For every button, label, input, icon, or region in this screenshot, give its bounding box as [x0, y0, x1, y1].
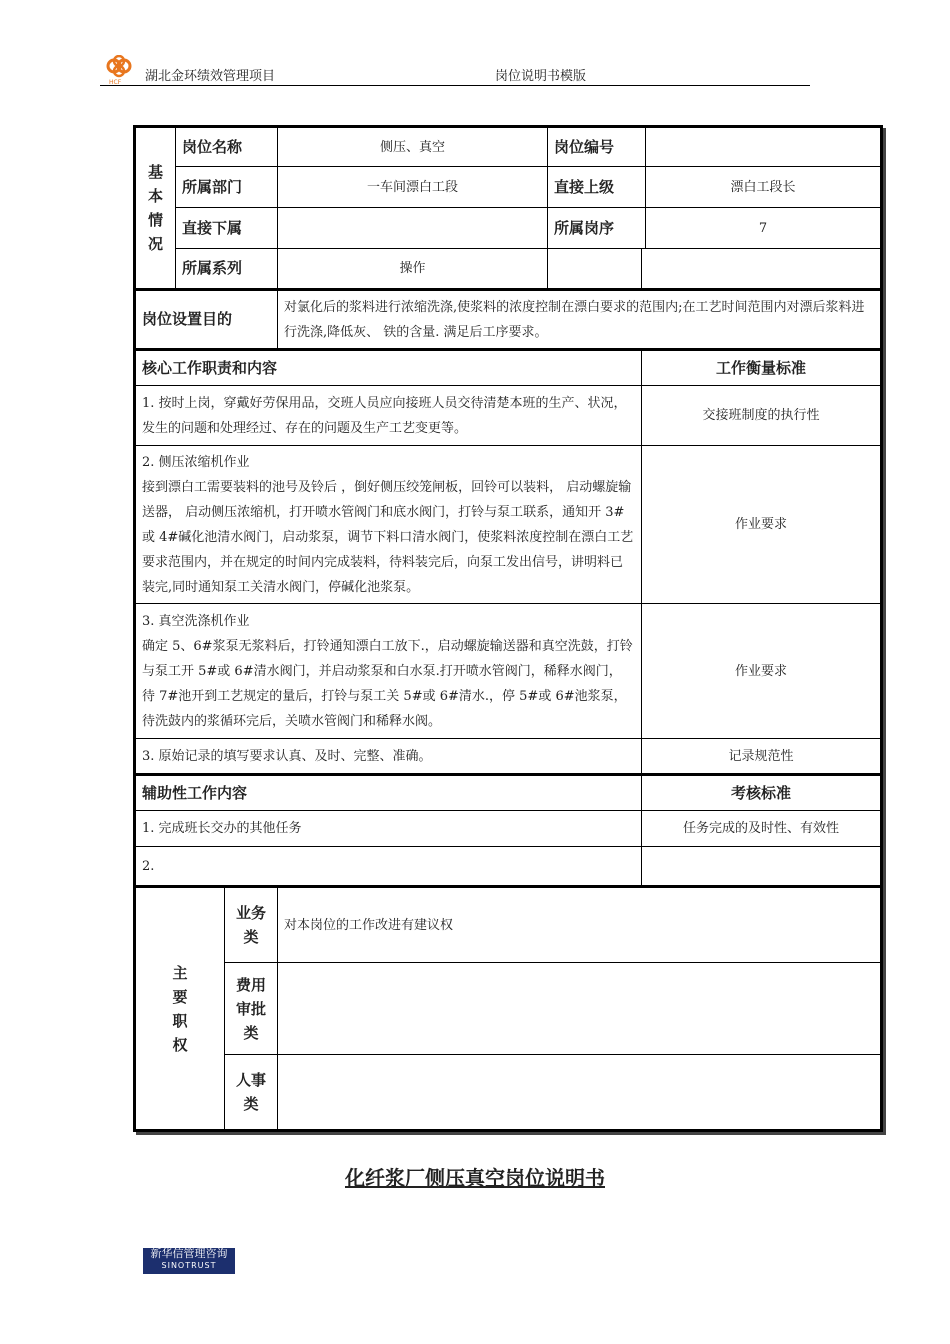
core-item-3: 3. 真空洗涤机作业 确定 5、6#浆泵无浆料后，打铃通知漂白工放下.，启动螺旋输送器和真空洗鼓，打铃与泵工开 5#或 6#清水阀门，并启动浆泵和白水泵.打开喷水管阀门，稀释水阀门， 待 7#池开到工艺规定的量后，打铃与泵工关 5#或 6#清水.，停 5#或 6#池浆泵，待洗鼓内的浆循环完后，关喷水管阀门和稀释水阀。 [135, 604, 642, 739]
series-label: 所属系列 [176, 249, 278, 290]
authority-cat-2: 费用审批类 [225, 963, 278, 1055]
core-item-2-standard: 作业要求 [642, 446, 882, 604]
superior-value: 漂白工段长 [646, 167, 882, 208]
post-name-label: 岗位名称 [176, 127, 278, 167]
aux-item-1: 1. 完成班长交办的其他任务 [135, 811, 642, 847]
authority-label: 主要职权 [135, 887, 225, 1131]
aux-item-2: 2. [135, 847, 642, 887]
dept-label: 所属部门 [176, 167, 278, 208]
authority-text-1: 对本岗位的工作改进有建议权 [278, 887, 882, 963]
authority-text-2 [278, 963, 882, 1055]
purpose-label: 岗位设置目的 [135, 290, 278, 350]
authority-cat-1: 业务类 [225, 887, 278, 963]
series-blank-2 [642, 249, 882, 290]
hcf-logo-icon [100, 55, 140, 85]
basic-section-label: 基本情况 [135, 127, 176, 290]
page-header [100, 55, 810, 86]
svg-text:HCF: HCF [109, 79, 122, 85]
aux-header: 辅助性工作内容 [135, 775, 642, 811]
core-item-2: 2. 侧压浓缩机作业 接到漂白工需要装料的池号及铃后 ，倒好侧压绞笼闸板，回铃可以装料， 启动螺旋输送器， 启动侧压浓缩机，打开喷水管阀门和底水阀门，打铃与泵工联系，通知开 3#或 4#碱化池清水阀门，启动浆泵，调节下料口清水阀门，使浆料浓度控制在漂白工艺要求范围内，并在规定的时间内完成装料，待料装完后，向泵工发出信号，讲明料已装完,同时通知泵工关清水阀门，停碱化池浆泵。 [135, 446, 642, 604]
series-value: 操作 [278, 249, 548, 290]
sequence-value: 7 [646, 208, 882, 249]
purpose-text: 对氯化后的浆料进行浓缩洗涤,使浆料的浓度控制在漂白要求的范围内;在工艺时间范围内对漂后浆料进行洗涤,降低灰、 铁的含量. 满足后工序要求。 [278, 290, 882, 350]
core-item-4-standard: 记录规范性 [642, 739, 882, 775]
job-description-table [133, 125, 883, 1132]
core-item-1-standard: 交接班制度的执行性 [642, 386, 882, 446]
core-header: 核心工作职责和内容 [135, 350, 642, 386]
header-company: 湖北金环绩效管理项目 [145, 69, 276, 84]
subordinate-value [278, 208, 548, 249]
core-item-4: 3. 原始记录的填写要求认真、及时、完整、准确。 [135, 739, 642, 775]
aux-standard-header: 考核标准 [642, 775, 882, 811]
sequence-label: 所属岗序 [548, 208, 646, 249]
series-blank-1 [548, 249, 642, 290]
superior-label: 直接上级 [548, 167, 646, 208]
aux-item-1-standard: 任务完成的及时性、有效性 [642, 811, 882, 847]
document-title: 化纤浆厂侧压真空岗位说明书 [345, 1166, 605, 1190]
authority-cat-3: 人事类 [225, 1055, 278, 1131]
header-doc-type: 岗位说明书模版 [495, 69, 587, 84]
authority-text-3 [278, 1055, 882, 1131]
post-name-value: 侧压、真空 [278, 127, 548, 167]
core-item-1: 1. 按时上岗，穿戴好劳保用品，交班人员应向接班人员交待清楚本班的生产、状况，发生的问题和处理经过、存在的问题及生产工艺变更等。 [135, 386, 642, 446]
dept-value: 一车间漂白工段 [278, 167, 548, 208]
core-item-3-standard: 作业要求 [642, 604, 882, 739]
subordinate-label: 直接下属 [176, 208, 278, 249]
core-standard-header: 工作衡量标准 [642, 350, 882, 386]
post-code-label: 岗位编号 [548, 127, 646, 167]
aux-item-2-standard [642, 847, 882, 887]
post-code-value [646, 127, 882, 167]
sinotrust-logo: 新华信管理咨询 SINOTRUST [143, 1248, 235, 1274]
